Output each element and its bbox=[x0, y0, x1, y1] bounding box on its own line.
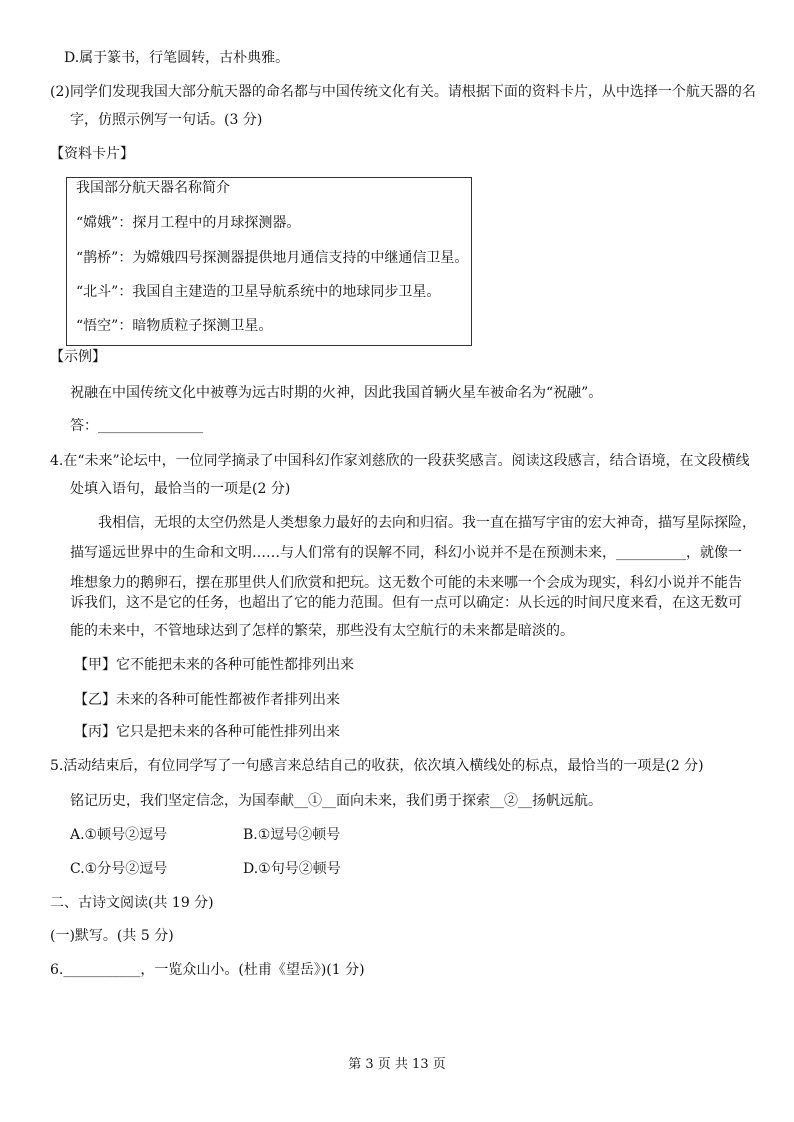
option-c: C.①分号②逗号 bbox=[70, 861, 168, 877]
card-title: 我国部分航天器名称简介 bbox=[76, 180, 230, 196]
answer-line: 答：_______________ bbox=[70, 418, 203, 434]
section-2-1-heading: (一)默写。(共 5 分) bbox=[50, 928, 174, 944]
passage-line: 描写遥远世界中的生命和文明……与人们常有的误解不同，科幻小说并不是在预测未来，__________，就像一 bbox=[70, 545, 742, 561]
question-6-line: 6.___________，一览众山小。(杜甫《望岳》)(1 分) bbox=[50, 962, 365, 978]
option-d: D.①句号②顿号 bbox=[243, 861, 341, 877]
question-5-line-1: 5.活动结束后，有位同学写了一句感言来总结自己的收获，依次填入横线处的标点，最恰当的一项是(2 分) bbox=[50, 758, 704, 774]
question-4-line-2: 处填入语句，最恰当的一项是(2 分) bbox=[70, 481, 291, 497]
question-2-line-1: (2)同学们发现我国大部分航天器的命名都与中国传统文化有关。请根据下面的资料卡片，从中选择一个航天器的名 bbox=[50, 84, 756, 100]
example-label: 【示例】 bbox=[50, 349, 106, 365]
page-footer: 第 3 页 共 13 页 bbox=[348, 1057, 446, 1072]
card-item: “鹊桥”：为嫦娥四号探测器提供地月通信支持的中继通信卫星。 bbox=[76, 250, 469, 266]
section-2-heading: 二、古诗文阅读(共 19 分) bbox=[50, 895, 214, 911]
card-label: 【资料卡片】 bbox=[50, 146, 134, 162]
passage-line: 诉我们，这不是它的任务，也超出了它的能力范围。但有一点可以确定：从长远的时间尺度来看，在这无数可 bbox=[70, 595, 742, 611]
example-text: 祝融在中国传统文化中被尊为远古时期的火神，因此我国首辆火星车被命名为“祝融”。 bbox=[70, 385, 603, 401]
option-b: B.①逗号②顿号 bbox=[243, 827, 341, 843]
question-5-line-2: 铭记历史，我们坚定信念，为国奉献__①__面向未来，我们勇于探索__②__扬帆远航。 bbox=[70, 793, 602, 809]
passage-line: 我相信，无垠的太空仍然是人类想象力最好的去向和归宿。我一直在描写宇宙的宏大神奇，描写星际探险， bbox=[98, 515, 756, 531]
card-item: “悟空”：暗物质粒子探测卫星。 bbox=[76, 318, 273, 334]
option-d-line: D.属于篆书，行笔圆转，古朴典雅。 bbox=[64, 50, 290, 66]
card-item: “北斗”：我国自主建造的卫星导航系统中的地球同步卫星。 bbox=[76, 284, 441, 300]
question-4-line-1: 4.在“未来”论坛中，一位同学摘录了中国科幻作家刘慈欣的一段获奖感言。阅读这段感言，结合语境，在文段横线 bbox=[50, 453, 750, 469]
passage-line: 能的未来中，不管地球达到了怎样的繁荣，那些没有太空航行的未来都是暗淡的。 bbox=[70, 623, 574, 639]
option-bing: 【丙】它只是把未来的各种可能性排列出来 bbox=[74, 724, 340, 740]
passage-line: 堆想象力的鹅卵石，摆在那里供人们欣赏和把玩。这无数个可能的未来哪一个会成为现实，科幻小说并不能告 bbox=[70, 575, 742, 591]
option-jia: 【甲】它不能把未来的各种可能性都排列出来 bbox=[74, 657, 354, 673]
option-yi: 【乙】未来的各种可能性都被作者排列出来 bbox=[74, 692, 340, 708]
info-card bbox=[66, 177, 472, 346]
option-a: A.①顿号②逗号 bbox=[70, 827, 168, 843]
card-item: “嫦娥”：探月工程中的月球探测器。 bbox=[76, 215, 301, 231]
question-2-line-2: 字，仿照示例写一句话。(3 分) bbox=[70, 112, 263, 128]
